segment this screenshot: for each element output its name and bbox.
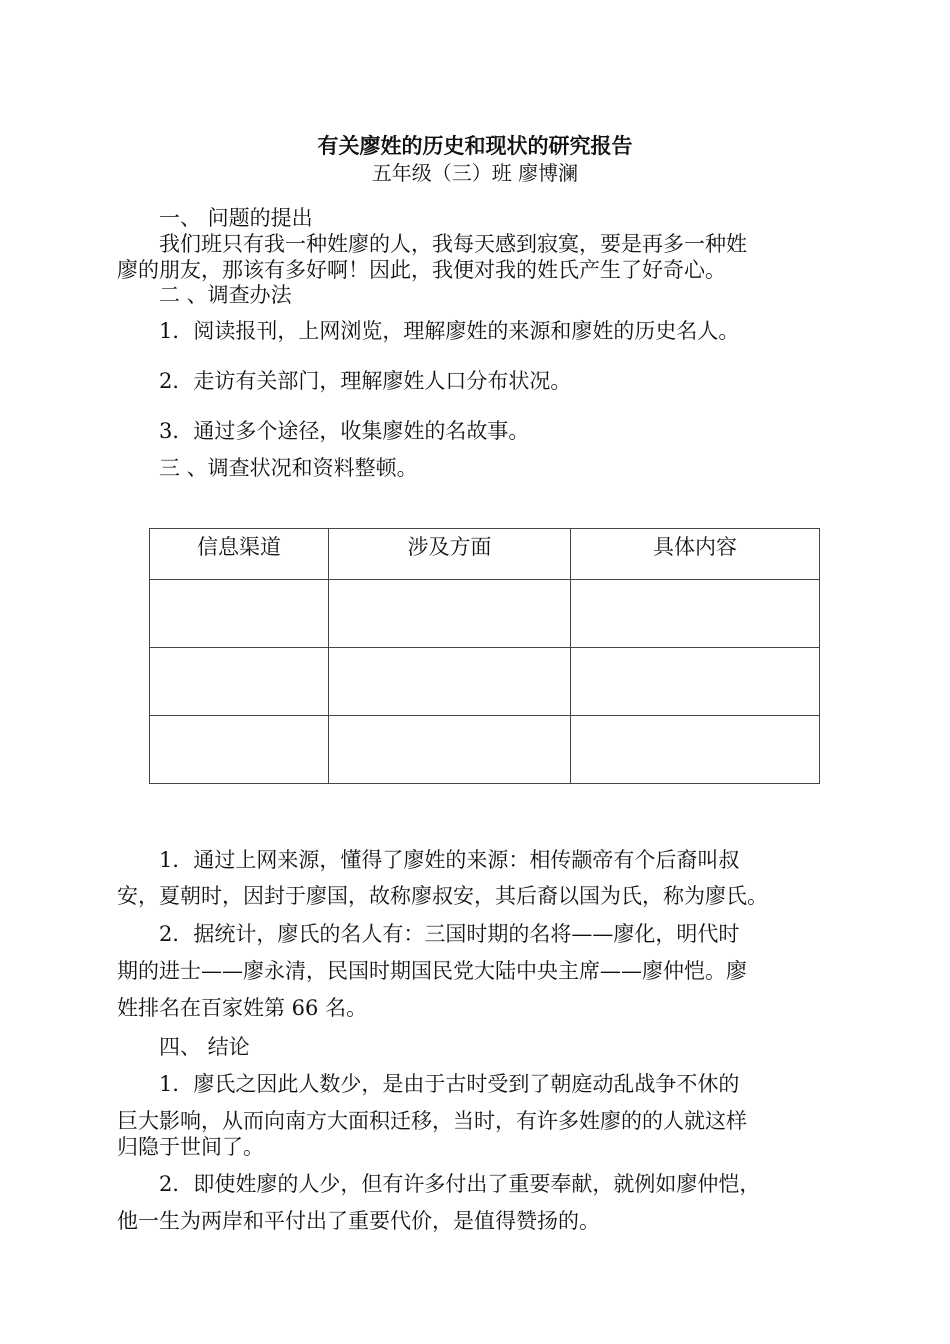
report-author: 五年级（三）班 廖博澜 (371, 161, 579, 185)
method-item: 2．走访有关部门，理解廖姓人口分布状况。 (159, 369, 572, 393)
table-cell (571, 648, 820, 716)
conclusion-line: 他一生为两岸和平付出了重要代价，是值得赞扬的。 (117, 1209, 600, 1233)
report-title: 有关廖姓的历史和现状的研究报告 (317, 133, 633, 158)
section3-heading: 三 、调查状况和资料整顿。 (159, 456, 418, 480)
table-cell (150, 580, 329, 648)
section4-heading: 四、 结论 (159, 1035, 250, 1059)
conclusion-line: 归隐于世间了。 (117, 1135, 264, 1159)
paragraph-line: 廖的朋友，那该有多好啊！因此，我便对我的姓氏产生了好奇心。 (117, 258, 726, 282)
table-row (150, 716, 820, 784)
table-cell (571, 580, 820, 648)
table-cell (329, 580, 571, 648)
finding-line: 2．据统计，廖氏的名人有：三国时期的名将——廖化，明代时 (159, 922, 740, 946)
table-row (150, 580, 820, 648)
paragraph-line: 我们班只有我一种姓廖的人，我每天感到寂寞，要是再多一种姓 (159, 232, 747, 256)
conclusion-line: 1．廖氏之因此人数少，是由于古时受到了朝庭动乱战争不休的 (159, 1072, 740, 1096)
table-cell (150, 716, 329, 784)
finding-line: 姓排名在百家姓第 66 名。 (117, 996, 368, 1020)
conclusion-line: 2．即使姓廖的人少，但有许多付出了重要奉献，就例如廖仲恺， (159, 1172, 761, 1196)
table-header-row (150, 529, 820, 580)
table-row (150, 648, 820, 716)
table-cell (571, 716, 820, 784)
table-cell (329, 716, 571, 784)
table-cell (329, 648, 571, 716)
section1-heading: 一、 问题的提出 (159, 206, 313, 230)
table-header-cell: 具体内容 (571, 529, 820, 580)
method-item: 1．阅读报刊，上网浏览，理解廖姓的来源和廖姓的历史名人。 (159, 319, 740, 343)
finding-line: 1．通过上网来源，懂得了廖姓的来源：相传颛帝有个后裔叫叔 (159, 848, 740, 872)
section2-heading: 二 、调查办法 (159, 283, 292, 307)
table-header-cell: 信息渠道 (150, 529, 329, 580)
conclusion-line: 巨大影响，从而向南方大面积迁移，当时，有许多姓廖的的人就这样 (117, 1109, 747, 1133)
table-cell (150, 648, 329, 716)
finding-line: 期的进士——廖永清，民国时期国民党大陆中央主席——廖仲恺。廖 (117, 959, 747, 983)
info-table (149, 528, 820, 784)
method-item: 3．通过多个途径，收集廖姓的名故事。 (159, 419, 530, 443)
finding-line: 安，夏朝时，因封于廖国，故称廖叔安，其后裔以国为氏，称为廖氏。 (117, 884, 768, 908)
table-header-cell: 涉及方面 (329, 529, 571, 580)
